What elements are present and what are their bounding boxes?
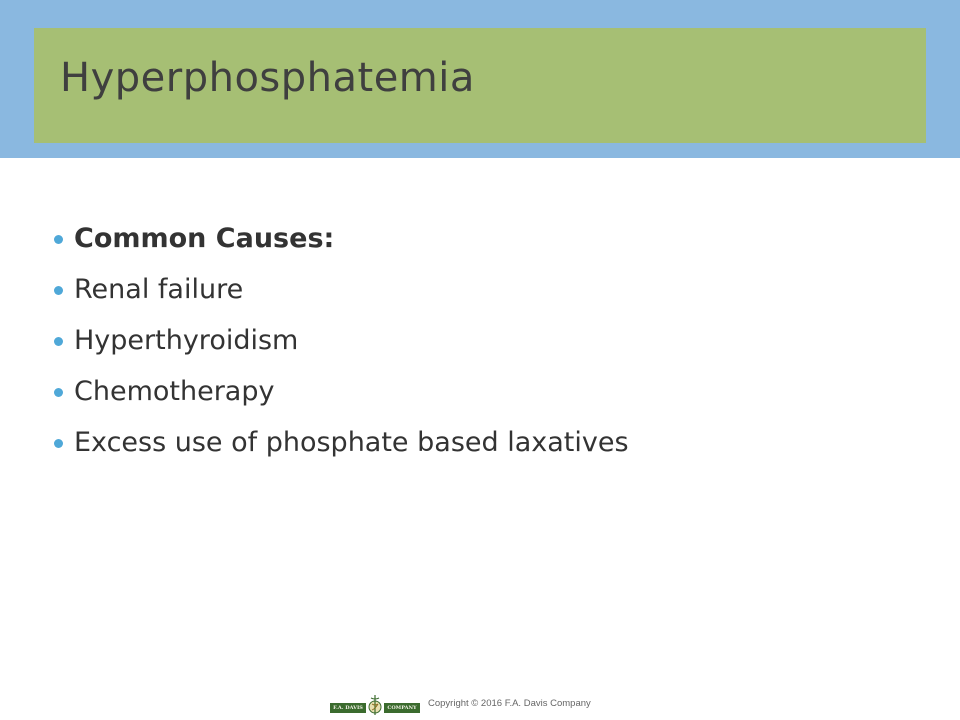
bullet-item xyxy=(52,366,629,417)
bullet-item xyxy=(52,264,629,315)
bullet-item xyxy=(52,315,629,366)
bullet-dot-icon xyxy=(54,439,63,448)
title-box xyxy=(34,28,926,143)
bullet-text: Common Causes: xyxy=(74,223,335,254)
logo-right-banner: COMPANY xyxy=(384,703,420,713)
bullet-dot-icon xyxy=(54,235,63,244)
bullet-text: Renal failure xyxy=(74,274,244,305)
bullet-text: Excess use of phosphate based laxatives xyxy=(74,427,629,458)
bullet-item xyxy=(52,417,629,468)
caduceus-emblem-icon xyxy=(368,695,382,715)
bullet-text: Chemotherapy xyxy=(74,376,275,407)
footer xyxy=(330,688,591,718)
bullet-dot-icon xyxy=(54,286,63,295)
bullet-dot-icon xyxy=(54,388,63,397)
publisher-logo xyxy=(330,689,420,717)
copyright-text: Copyright © 2016 F.A. Davis Company xyxy=(428,697,591,709)
logo-left-banner: F.A. DAVIS xyxy=(330,703,366,713)
bullet-text: Hyperthyroidism xyxy=(74,325,299,356)
bullet-list xyxy=(52,213,629,468)
slide-title: Hyperphosphatemia xyxy=(60,55,475,101)
bullet-item xyxy=(52,213,629,264)
bullet-dot-icon xyxy=(54,337,63,346)
